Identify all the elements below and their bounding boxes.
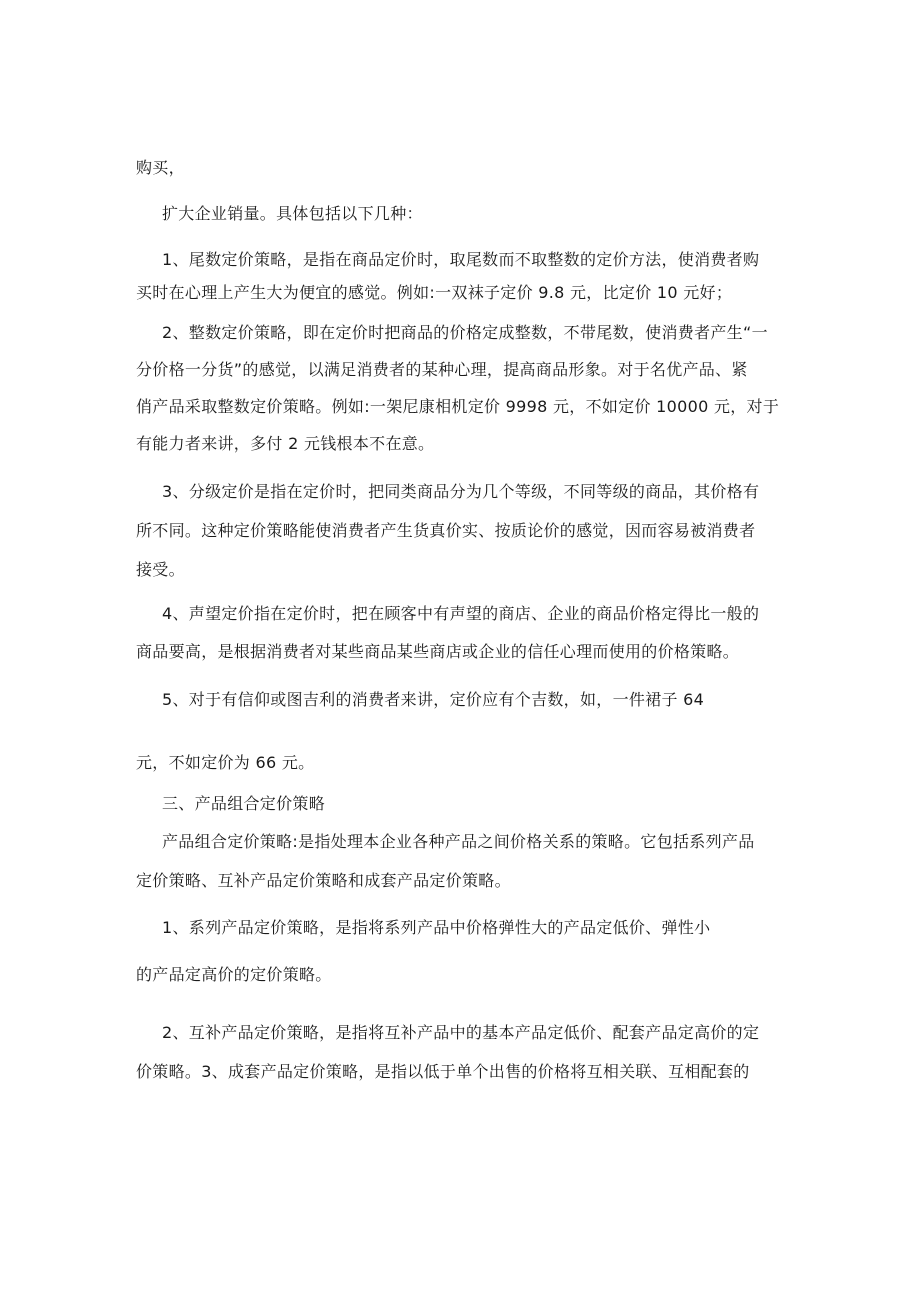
text-line: 定价策略、互补产品定价策略和成套产品定价策略。 [136,871,511,890]
text-line: 所不同。这种定价策略能使消费者产生货真价实、按质论价的感觉，因而容易被消费者 [136,521,756,540]
text-line: 1、尾数定价策略，是指在商品定价时，取尾数而不取整数的定价方法，使消费者购 [162,250,760,269]
text-line: 扩大企业销量。具体包括以下几种： [162,204,423,223]
text-line: 3、分级定价是指在定价时，把同类商品分为几个等级，不同等级的商品，其价格有 [162,482,760,501]
text-line: 5、对于有信仰或图吉利的消费者来讲，定价应有个吉数，如，一件裙子 64 [162,690,705,709]
text-line: 买时在心理上产生大为便宜的感觉。例如:一双袜子定价 9.8 元，比定价 10 元好； [136,283,733,302]
text-line: 有能力者来讲，多付 2 元钱根本不在意。 [136,434,435,453]
text-line: 购买， [136,158,185,177]
text-line: 2、整数定价策略，即在定价时把商品的价格定成整数，不带尾数，使消费者产生“一 [162,323,768,342]
text-line: 价策略。3、成套产品定价策略，是指以低于单个出售的价格将互相关联、互相配套的 [136,1062,750,1081]
text-line: 接受。 [136,560,185,579]
text-line: 商品要高，是根据消费者对某些商品某些商店或企业的信任心理而使用的价格策略。 [136,642,740,661]
text-line: 俏产品采取整数定价策略。例如:一架尼康相机定价 9998 元，不如定价 10000 元，对于 [136,397,780,416]
text-line: 1、系列产品定价策略，是指将系列产品中价格弹性大的产品定低价、弹性小 [162,918,711,937]
text-line: 元，不如定价为 66 元。 [136,753,315,772]
text-line: 4、声望定价指在定价时，把在顾客中有声望的商店、企业的商品价格定得比一般的 [162,604,760,623]
section-heading: 三、产品组合定价策略 [162,794,326,813]
text-line: 产品组合定价策略:是指处理本企业各种产品之间价格关系的策略。它包括系列产品 [162,832,755,851]
text-line: 2、互补产品定价策略，是指将互补产品中的基本产品定低价、配套产品定高价的定 [162,1023,760,1042]
text-line: 的产品定高价的定价策略。 [136,965,332,984]
text-line: 分价格一分货”的感觉，以满足消费者的某种心理，提高商品形象。对于名优产品、紧 [136,360,748,379]
